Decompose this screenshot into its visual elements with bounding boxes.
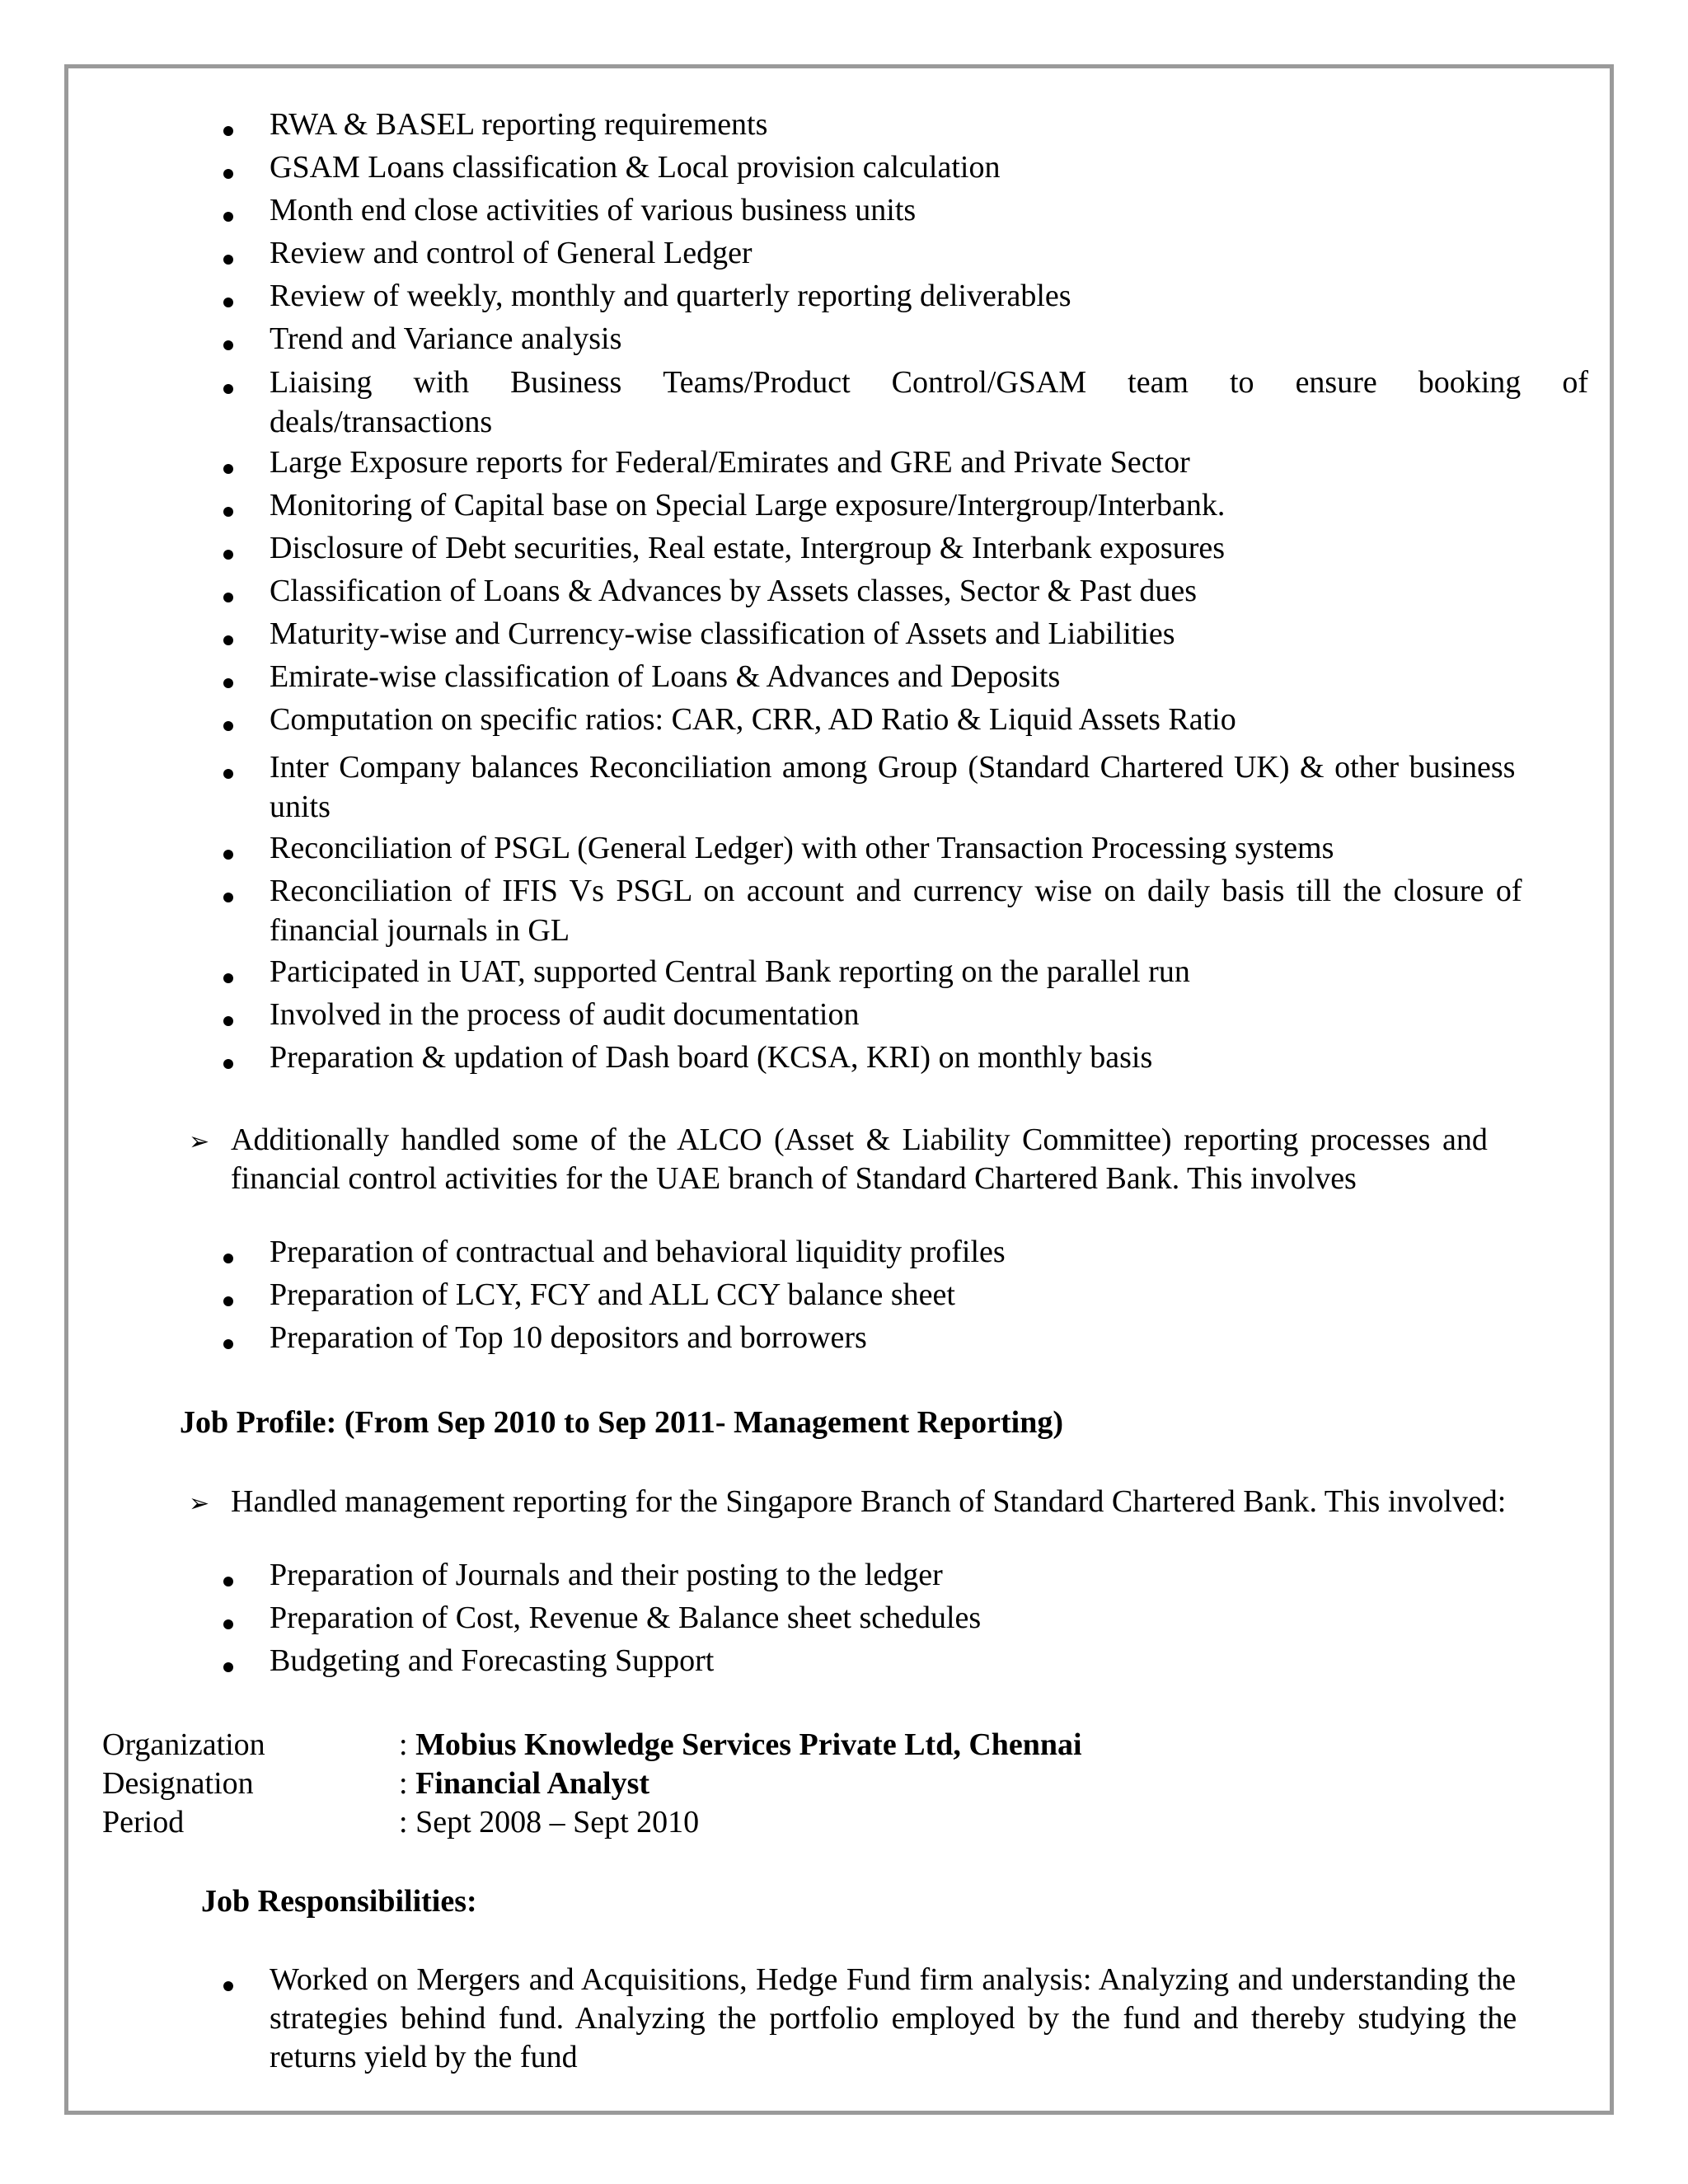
organization-label: Organization [102, 1727, 265, 1762]
list-item: Emirate-wise classification of Loans & Advances and Deposits [270, 659, 1061, 694]
list-item: Preparation of Cost, Revenue & Balance sheet schedules [270, 1601, 982, 1635]
bullet-dot [223, 126, 233, 136]
bullet-dot [223, 1577, 233, 1586]
bullet-dot [223, 593, 233, 602]
bullet-dot [223, 464, 233, 474]
designation-value [399, 1765, 649, 1803]
bullet-dot [223, 169, 233, 179]
list-item: Month end close activities of various business units [270, 193, 917, 227]
list-item: Monitoring of Capital base on Special Large exposure/Intergroup/Interbank. [270, 488, 1226, 523]
word: Liaising [270, 365, 373, 400]
arrow-bullet-icon: ➢ [189, 1127, 210, 1156]
list-item: Maturity-wise and Currency-wise classification of Assets and Liabilities [270, 616, 1175, 651]
bullet-dot [223, 298, 233, 307]
separator: : [399, 1805, 408, 1840]
period-value [399, 1803, 699, 1842]
bullet-dot [223, 1016, 233, 1026]
bullet-psgl: Reconciliation of PSGL (General Ledger) with other Transaction Processing systems [270, 831, 1334, 865]
list-item: GSAM Loans classification & Local provision calculation [270, 150, 1001, 185]
job-profile-heading: Job Profile: (From Sep 2010 to Sep 2011- Management Reporting) [180, 1405, 1063, 1440]
period-dates: Sept 2008 – Sept 2010 [415, 1805, 700, 1840]
bullet-liaising-line2: deals/transactions [270, 405, 493, 439]
bullet-dot [223, 1662, 233, 1672]
bullet-dot [223, 1981, 233, 1991]
word: with [413, 365, 470, 400]
list-item: Disclosure of Debt securities, Real estate, Intergroup & Interbank exposures [270, 531, 1225, 565]
separator: : [399, 1727, 408, 1762]
bullet-intercompany-line2: units [270, 790, 331, 824]
list-item: Review and control of General Ledger [270, 236, 753, 270]
bullet-dot [223, 893, 233, 902]
list-item: Participated in UAT, supported Central Bank reporting on the parallel run [270, 954, 1190, 989]
bullet-dot [223, 550, 233, 560]
bullet-dot [223, 850, 233, 860]
bullet-dot [223, 1254, 233, 1263]
word: Business [510, 365, 622, 400]
list-item: Computation on specific ratios: CAR, CRR, AD Ratio & Liquid Assets Ratio [270, 702, 1236, 737]
bullet-dot [223, 769, 233, 779]
bullet-dot [223, 1296, 233, 1306]
job-responsibilities-heading: Job Responsibilities: [201, 1884, 477, 1919]
bullet-mergers-line2: strategies behind fund. Analyzing the portfolio employed by the fund and thereby studying the [270, 2001, 1517, 2036]
list-item: Large Exposure reports for Federal/Emirates and GRE and Private Sector [270, 445, 1190, 480]
separator: : [399, 1766, 408, 1801]
bullet-dot [223, 678, 233, 688]
bullet-liaising-line1 [270, 363, 1588, 402]
list-item: Preparation of contractual and behavioral liquidity profiles [270, 1235, 1006, 1269]
bullet-dot [223, 384, 233, 394]
bullet-dot [223, 340, 233, 350]
bullet-dot [223, 1059, 233, 1069]
list-item: RWA & BASEL reporting requirements [270, 107, 768, 142]
word: booking [1418, 365, 1522, 400]
list-item: Preparation of Top 10 depositors and borrowers [270, 1320, 867, 1355]
list-item: Budgeting and Forecasting Support [270, 1643, 715, 1678]
bullet-mergers-line3: returns yield by the fund [270, 2040, 578, 2074]
bullet-ifis-line2: financial journals in GL [270, 913, 570, 948]
management-reporting-paragraph: Handled management reporting for the Singapore Branch of Standard Chartered Bank. This involved: [231, 1484, 1507, 1519]
bullet-dot [223, 635, 233, 645]
bullet-mergers-line1: Worked on Mergers and Acquisitions, Hedge Fund firm analysis: Analyzing and understanding the [270, 1962, 1517, 1997]
alco-paragraph-line1: Additionally handled some of the ALCO (Asset & Liability Committee) reporting processes and [231, 1122, 1488, 1157]
list-item: Preparation & updation of Dash board (KCSA, KRI) on monthly basis [270, 1040, 1153, 1075]
bullet-intercompany-line1: Inter Company balances Reconciliation among Group (Standard Chartered UK) & other business [270, 750, 1516, 785]
designation-label: Designation [102, 1766, 254, 1801]
bullet-dot [223, 1339, 233, 1349]
word: ensure [1295, 365, 1377, 400]
list-item: Trend and Variance analysis [270, 321, 622, 356]
list-item: Review of weekly, monthly and quarterly reporting deliverables [270, 279, 1071, 313]
list-item: Preparation of Journals and their posting to the ledger [270, 1558, 943, 1592]
bullet-dot [223, 973, 233, 983]
bullet-dot [223, 212, 233, 222]
list-item: Involved in the process of audit documentation [270, 997, 860, 1032]
word: Control/GSAM [891, 365, 1087, 400]
bullet-ifis-line1: Reconciliation of IFIS Vs PSGL on account and currency wise on daily basis till the closure of [270, 874, 1522, 908]
word: to [1230, 365, 1254, 400]
period-label: Period [102, 1805, 185, 1840]
list-item: Classification of Loans & Advances by Assets classes, Sector & Past dues [270, 574, 1198, 608]
bullet-dot [223, 255, 233, 265]
word: team [1128, 365, 1189, 400]
word: Teams/Product [663, 365, 851, 400]
organization-name: Mobius Knowledge Services Private Ltd, Chennai [415, 1727, 1082, 1762]
alco-paragraph-line2: financial control activities for the UAE branch of Standard Chartered Bank. This involves [231, 1161, 1357, 1196]
bullet-dot [223, 721, 233, 731]
bullet-dot [223, 1619, 233, 1629]
arrow-bullet-icon: ➢ [189, 1489, 210, 1518]
bullet-dot [223, 507, 233, 517]
word: of [1562, 365, 1588, 400]
list-item: Preparation of LCY, FCY and ALL CCY balance sheet [270, 1277, 955, 1312]
designation-name: Financial Analyst [415, 1766, 650, 1801]
organization-value [399, 1726, 1082, 1765]
